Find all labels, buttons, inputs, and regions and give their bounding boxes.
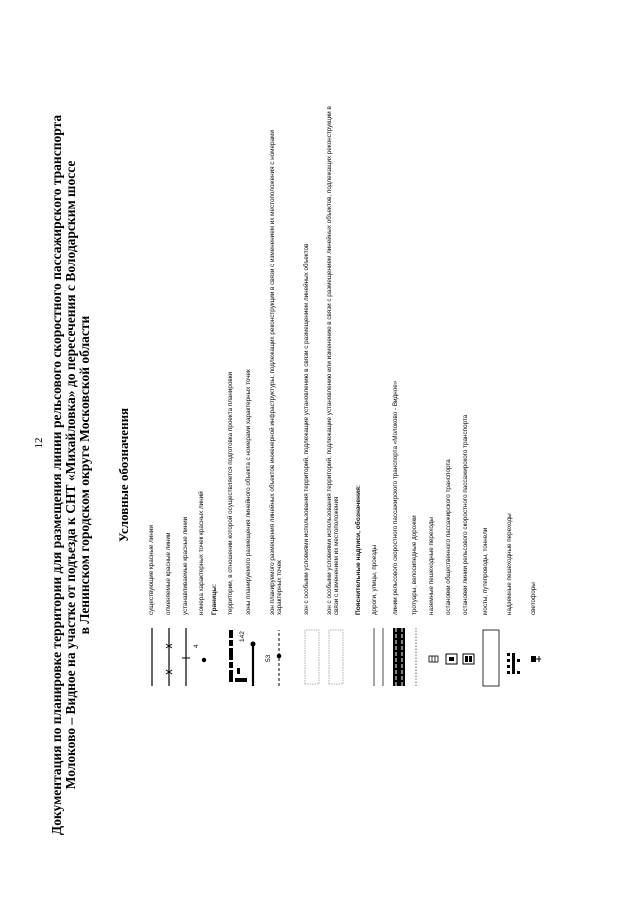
traffic-light-icon (530, 626, 560, 688)
point-number: 4 (193, 644, 200, 648)
legend-item-engineering-zone (265, 88, 299, 688)
legend-item-traffic-lights (530, 88, 560, 688)
page-number-text: 12 (33, 437, 45, 449)
legend-label: дороги, улицы, проезды (371, 544, 378, 615)
legend-label: существующие красные линии (148, 525, 155, 615)
legend-label: устанавливаемые красные линии (182, 516, 189, 615)
legend-label: номера характерных точек красных линий (198, 491, 205, 615)
legend-label: надземные пешеходные переходы (506, 513, 513, 615)
legend-item-special-use-zone-change (326, 88, 356, 688)
legend-label: зон с особыми условиями использования территорий, подлежащие установлению в связи с размещением линейных объектов (303, 243, 310, 615)
legend-label: зоны планируемого размещения линейного объекта с номерами характерных точек (245, 369, 252, 615)
document-title (50, 60, 92, 890)
legend-label: зон планируемого размещения линейных объектов инженерной инфраструктуры, подлежащих реконструкции в связи с изменением их местоположения с номерами характерных точек (269, 130, 284, 615)
zone-point-number: 142 (239, 631, 246, 642)
legend-label: остановки линии рельсового скоростного пассажирского транспорта (462, 414, 469, 615)
legend-label: линии рельсового скоростного пассажирского транспорта «Молоково - Видное» (392, 380, 399, 615)
special-use-zone-change-icon (326, 626, 356, 688)
legend-subheading: Пояснительные надписи, обозначения: (355, 484, 362, 615)
legend-label: остановки общественного пассажирского транспорта (445, 459, 452, 615)
legend-label: тротуары, велосипедные дорожки (411, 515, 418, 615)
legend-heading: Условные обозначения (116, 407, 131, 543)
legend-label: светофоры (530, 582, 537, 615)
title-line-1: Документация по планировке территории для размещения линии рельсового скоростного пассажирского транспорта (49, 114, 64, 836)
legend-label: наземные пешеходные переходы (428, 517, 435, 615)
legend-label: мосты, путепроводы, тоннели (482, 527, 489, 615)
title-line-3: в Ленинском городском округе Московской области (77, 315, 92, 635)
engineering-point-number: 53 (265, 654, 272, 662)
rotated-sheet (50, 60, 630, 890)
legend-subheading: Границы: (211, 583, 218, 615)
engineering-zone-border-icon (265, 626, 299, 688)
legend-label: отменяемые красные линии (165, 532, 172, 615)
legend-label: территории, в отношении которой осуществляется подготовка проекта планировки (227, 371, 234, 615)
title-line-2: Молоково – Видное на участке от подъезда к СНТ «Михайловка» до пересечения с Володарским шоссе (63, 160, 78, 790)
legend-label: зон с особыми условиями использования территорий, подлежащие установлению или изменению в связи с размещением линейных объектов, подлежащих реконструкции в связи с изменением их местоположения (326, 106, 341, 615)
